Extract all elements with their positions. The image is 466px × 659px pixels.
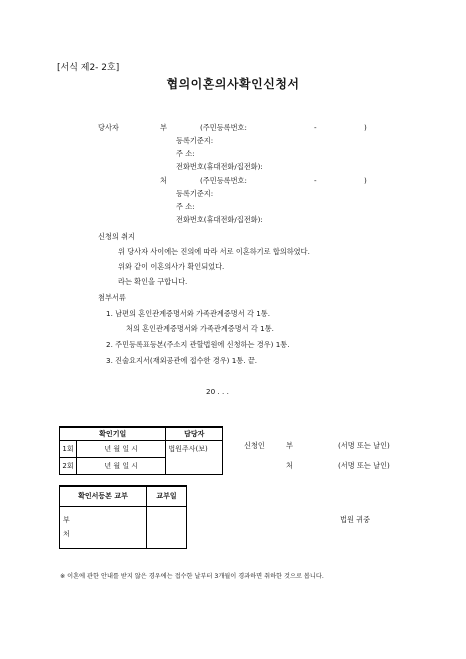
husband-role: 부 [160, 123, 167, 132]
issue-date-cell [147, 506, 187, 548]
wife-id-close: ) [364, 176, 367, 185]
wife-id-label: (주민등록번호: [200, 176, 247, 185]
issue-date-header: 교부일 [147, 486, 187, 506]
attachments-heading: 첨부서류 [98, 293, 126, 302]
wife-registry-label: 등록기준지: [176, 189, 214, 198]
applicant-husband: 부 [286, 441, 293, 450]
husband-id-label: (주민등록번호: [200, 123, 247, 132]
date-line: 20 . . . [206, 387, 229, 396]
issue-row-husband: 부 [63, 516, 70, 524]
court-addressee: 법원 귀중 [340, 515, 371, 524]
parties-label: 당사자 [98, 123, 119, 132]
attachment-item-2: 2. 주민등록표등본(주소지 관할법원에 신청하는 경우) 1통. [106, 340, 290, 349]
confirm-date-header: 확인기일 [60, 427, 166, 440]
applicant-wife-sign: (서명 또는 날인) [338, 461, 390, 470]
attachment-item-3: 3. 진술요지서(재외공관에 접수한 경우) 1통. 끝. [106, 356, 258, 365]
applicant-label: 신청인 [244, 441, 265, 450]
husband-address-label: 주 소: [176, 149, 195, 158]
footnote: ※ 이혼에 관한 안내를 받지 않은 경우에는 접수한 날부터 3개월이 경과하면 취하한 것으로 봅니다. [60, 573, 324, 580]
attachment-item-1b: 처의 혼인관계증명서와 가족관계증명서 각 1통. [126, 324, 274, 333]
confirm-row-num: 2회 [60, 457, 77, 474]
purpose-line-3: 라는 확인을 구합니다. [118, 277, 188, 286]
husband-phone-label: 전화번호(휴대전화/집전화): [176, 162, 263, 171]
issue-parties-cell [60, 506, 147, 548]
husband-registry-label: 등록기준지: [176, 136, 214, 145]
husband-id-dash: - [314, 123, 317, 132]
issue-table [59, 485, 187, 549]
attachment-item-1: 1. 남편의 혼인관계증명서와 가족관계증명서 각 1통. [106, 309, 271, 318]
wife-role: 처 [160, 176, 167, 185]
purpose-line-1: 위 당사자 사이에는 진의에 따라 서로 이혼하기로 합의하였다. [118, 247, 310, 256]
document-title: 협의이혼의사확인신청서 [166, 77, 300, 91]
wife-address-label: 주 소: [176, 202, 195, 211]
confirm-row-num: 1회 [60, 440, 77, 457]
purpose-heading: 신청의 취지 [98, 232, 136, 241]
issue-header: 확인서등본 교부 [60, 486, 147, 506]
purpose-line-2: 위와 같이 이혼의사가 확인되었다. [118, 262, 225, 271]
form-number: [서식 제2- 2호] [57, 63, 120, 73]
confirm-row-date: 년 월 일 시 [77, 440, 166, 457]
applicant-husband-sign: (서명 또는 날인) [338, 441, 390, 450]
applicant-wife: 처 [286, 461, 293, 470]
staff-header: 담당자 [166, 427, 223, 440]
wife-id-dash: - [314, 176, 317, 185]
issue-row-wife: 처 [63, 530, 70, 538]
confirm-date-table [59, 426, 223, 475]
confirm-row-date: 년 월 일 시 [77, 457, 166, 474]
husband-id-close: ) [364, 123, 367, 132]
wife-phone-label: 전화번호(휴대전화/집전화): [176, 215, 263, 224]
staff-cell: 법원주사(보) [166, 440, 223, 474]
